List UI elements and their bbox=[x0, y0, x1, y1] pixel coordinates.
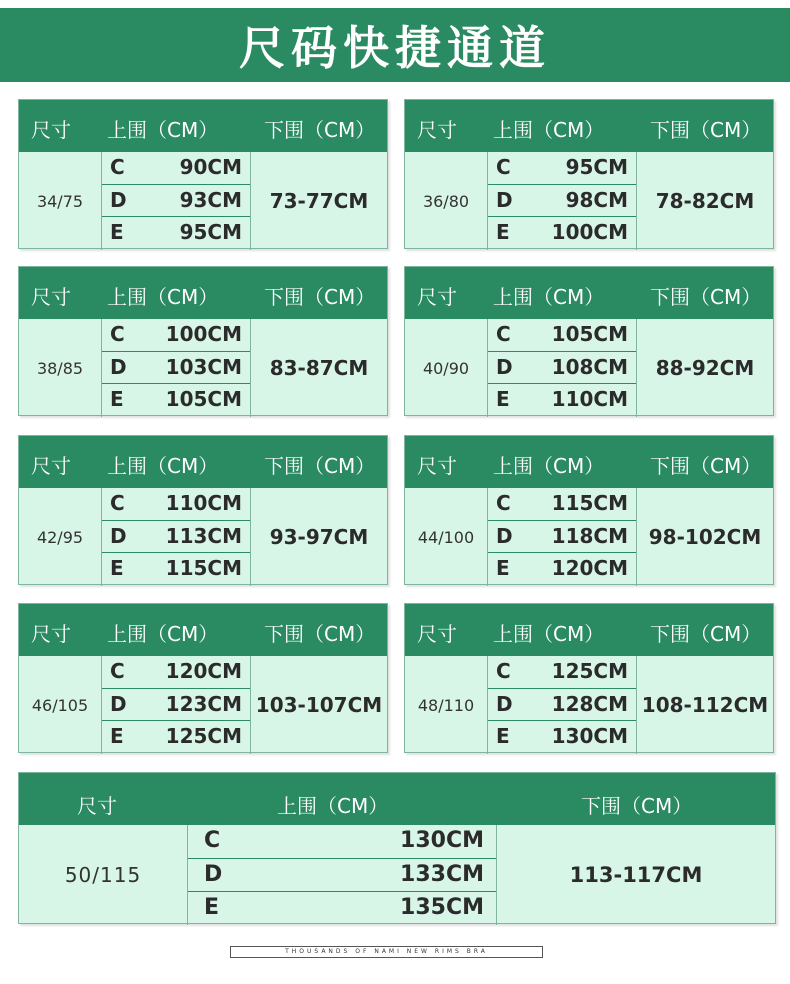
cup-row bbox=[102, 688, 250, 720]
cup-value: 115CM bbox=[551, 491, 628, 515]
size-card bbox=[18, 266, 388, 416]
cup-value: 103CM bbox=[165, 355, 242, 379]
cup-row bbox=[102, 720, 250, 752]
under-header: 下围（CM） bbox=[650, 454, 762, 478]
cup-letter: D bbox=[496, 692, 513, 716]
size-label: 50/115 bbox=[64, 863, 142, 887]
size-header: 尺寸 bbox=[417, 454, 457, 478]
size-header: 尺寸 bbox=[417, 622, 457, 646]
cup-row bbox=[488, 216, 636, 248]
cup-letter: D bbox=[496, 188, 513, 212]
under-range: 108-112CM bbox=[641, 693, 769, 717]
cup-value: 108CM bbox=[551, 355, 628, 379]
over-header: 上围（CM） bbox=[107, 454, 219, 478]
card-header bbox=[19, 436, 387, 488]
card-header bbox=[405, 436, 773, 488]
cup-letter: E bbox=[496, 220, 510, 244]
cup-letter: E bbox=[110, 556, 124, 580]
page-title: 尺码快捷通道 bbox=[239, 21, 551, 75]
under-range: 113-117CM bbox=[569, 863, 703, 887]
size-card bbox=[404, 99, 774, 249]
cup-letter: E bbox=[496, 387, 510, 411]
cup-letter: C bbox=[110, 659, 125, 683]
over-header: 上围（CM） bbox=[493, 454, 605, 478]
under-header: 下围（CM） bbox=[264, 285, 376, 309]
size-label: 44/100 bbox=[417, 527, 475, 547]
cup-row bbox=[488, 656, 636, 688]
size-label: 34/75 bbox=[36, 191, 84, 211]
under-range: 73-77CM bbox=[269, 189, 369, 213]
cup-row bbox=[102, 152, 250, 184]
cup-value: 90CM bbox=[179, 155, 242, 179]
cup-row bbox=[488, 152, 636, 184]
cup-letter: E bbox=[204, 895, 220, 920]
size-header: 尺寸 bbox=[31, 622, 71, 646]
cup-row bbox=[102, 351, 250, 383]
cup-row bbox=[488, 552, 636, 584]
cup-value: 93CM bbox=[179, 188, 242, 212]
cup-row bbox=[102, 319, 250, 351]
cup-row bbox=[488, 520, 636, 552]
cup-value: 120CM bbox=[165, 659, 242, 683]
under-header: 下围（CM） bbox=[264, 454, 376, 478]
cup-value: 118CM bbox=[551, 524, 628, 548]
under-header: 下围（CM） bbox=[581, 794, 693, 818]
cup-row bbox=[102, 383, 250, 415]
size-header: 尺寸 bbox=[77, 794, 117, 818]
over-header: 上围（CM） bbox=[277, 794, 389, 818]
card-header bbox=[19, 604, 387, 656]
cup-letter: E bbox=[496, 724, 510, 748]
cup-value: 100CM bbox=[165, 322, 242, 346]
cup-value: 105CM bbox=[165, 387, 242, 411]
under-range: 78-82CM bbox=[655, 189, 755, 213]
under-header: 下围（CM） bbox=[650, 622, 762, 646]
cup-value: 130CM bbox=[400, 828, 484, 853]
cup-letter: E bbox=[110, 220, 124, 244]
size-label: 46/105 bbox=[31, 695, 89, 715]
cup-rows bbox=[101, 656, 251, 754]
size-card bbox=[404, 266, 774, 416]
size-header: 尺寸 bbox=[31, 285, 71, 309]
cup-letter: C bbox=[204, 828, 221, 853]
size-label: 40/90 bbox=[422, 358, 470, 378]
cup-letter: C bbox=[110, 491, 125, 515]
card-header bbox=[19, 267, 387, 319]
cup-row bbox=[488, 488, 636, 520]
over-header: 上围（CM） bbox=[107, 622, 219, 646]
cup-value: 120CM bbox=[551, 556, 628, 580]
size-label: 38/85 bbox=[36, 358, 84, 378]
over-header: 上围（CM） bbox=[493, 285, 605, 309]
cup-value: 123CM bbox=[165, 692, 242, 716]
cup-rows bbox=[487, 319, 637, 417]
cup-row bbox=[488, 351, 636, 383]
under-range: 83-87CM bbox=[269, 356, 369, 380]
cup-letter: D bbox=[110, 692, 127, 716]
cup-value: 110CM bbox=[165, 491, 242, 515]
cup-letter: D bbox=[496, 355, 513, 379]
cup-rows bbox=[101, 152, 251, 250]
size-card bbox=[18, 603, 388, 753]
cup-row bbox=[188, 891, 496, 924]
card-header bbox=[19, 100, 387, 152]
cup-row bbox=[188, 825, 496, 858]
cup-value: 95CM bbox=[565, 155, 628, 179]
cup-letter: C bbox=[110, 322, 125, 346]
cup-rows bbox=[487, 488, 637, 586]
cup-value: 115CM bbox=[165, 556, 242, 580]
cup-rows bbox=[187, 825, 497, 925]
size-label: 36/80 bbox=[422, 191, 470, 211]
over-header: 上围（CM） bbox=[107, 118, 219, 142]
under-header: 下围（CM） bbox=[264, 622, 376, 646]
card-header bbox=[405, 100, 773, 152]
under-header: 下围（CM） bbox=[264, 118, 376, 142]
under-range: 88-92CM bbox=[655, 356, 755, 380]
size-header: 尺寸 bbox=[417, 118, 457, 142]
cup-row bbox=[488, 319, 636, 351]
over-header: 上围（CM） bbox=[493, 622, 605, 646]
over-header: 上围（CM） bbox=[107, 285, 219, 309]
cup-value: 125CM bbox=[551, 659, 628, 683]
size-card bbox=[404, 603, 774, 753]
size-card bbox=[18, 435, 388, 585]
cup-row bbox=[488, 720, 636, 752]
title-banner bbox=[0, 8, 790, 82]
cup-row bbox=[102, 520, 250, 552]
size-label: 48/110 bbox=[417, 695, 475, 715]
cup-value: 130CM bbox=[551, 724, 628, 748]
cup-rows bbox=[487, 152, 637, 250]
cup-row bbox=[188, 858, 496, 891]
cup-letter: C bbox=[496, 322, 511, 346]
cup-value: 105CM bbox=[551, 322, 628, 346]
cup-value: 135CM bbox=[400, 895, 484, 920]
cup-row bbox=[488, 688, 636, 720]
cup-row bbox=[102, 488, 250, 520]
cup-letter: C bbox=[496, 659, 511, 683]
cup-letter: C bbox=[110, 155, 125, 179]
cup-row bbox=[102, 656, 250, 688]
card-header bbox=[405, 604, 773, 656]
size-header: 尺寸 bbox=[31, 454, 71, 478]
cup-letter: D bbox=[110, 188, 127, 212]
cup-letter: E bbox=[110, 724, 124, 748]
cup-value: 110CM bbox=[551, 387, 628, 411]
under-range: 98-102CM bbox=[648, 525, 762, 549]
cup-rows bbox=[101, 488, 251, 586]
cup-value: 100CM bbox=[551, 220, 628, 244]
size-header: 尺寸 bbox=[417, 285, 457, 309]
cup-rows bbox=[101, 319, 251, 417]
cup-value: 113CM bbox=[165, 524, 242, 548]
size-header: 尺寸 bbox=[31, 118, 71, 142]
cup-value: 125CM bbox=[165, 724, 242, 748]
cup-value: 128CM bbox=[551, 692, 628, 716]
cup-letter: E bbox=[110, 387, 124, 411]
cup-letter: D bbox=[110, 355, 127, 379]
size-card bbox=[404, 435, 774, 585]
cup-letter: C bbox=[496, 155, 511, 179]
cup-letter: C bbox=[496, 491, 511, 515]
under-range: 93-97CM bbox=[269, 525, 369, 549]
cup-row bbox=[488, 184, 636, 216]
cup-row bbox=[102, 552, 250, 584]
size-card-large bbox=[18, 772, 776, 924]
under-header: 下围（CM） bbox=[650, 118, 762, 142]
cup-letter: D bbox=[204, 862, 223, 887]
size-label: 42/95 bbox=[36, 527, 84, 547]
cup-value: 133CM bbox=[400, 862, 484, 887]
cup-row bbox=[102, 184, 250, 216]
under-range: 103-107CM bbox=[255, 693, 383, 717]
over-header: 上围（CM） bbox=[493, 118, 605, 142]
cup-value: 98CM bbox=[565, 188, 628, 212]
cup-value: 95CM bbox=[179, 220, 242, 244]
cup-letter: E bbox=[496, 556, 510, 580]
cup-rows bbox=[487, 656, 637, 754]
card-header bbox=[405, 267, 773, 319]
cup-letter: D bbox=[110, 524, 127, 548]
cup-row bbox=[488, 383, 636, 415]
card-header bbox=[19, 773, 775, 825]
under-header: 下围（CM） bbox=[650, 285, 762, 309]
footer-tagline: THOUSANDS OF NAMI NEW RIMS BRA bbox=[230, 946, 543, 958]
cup-letter: D bbox=[496, 524, 513, 548]
size-card bbox=[18, 99, 388, 249]
cup-row bbox=[102, 216, 250, 248]
